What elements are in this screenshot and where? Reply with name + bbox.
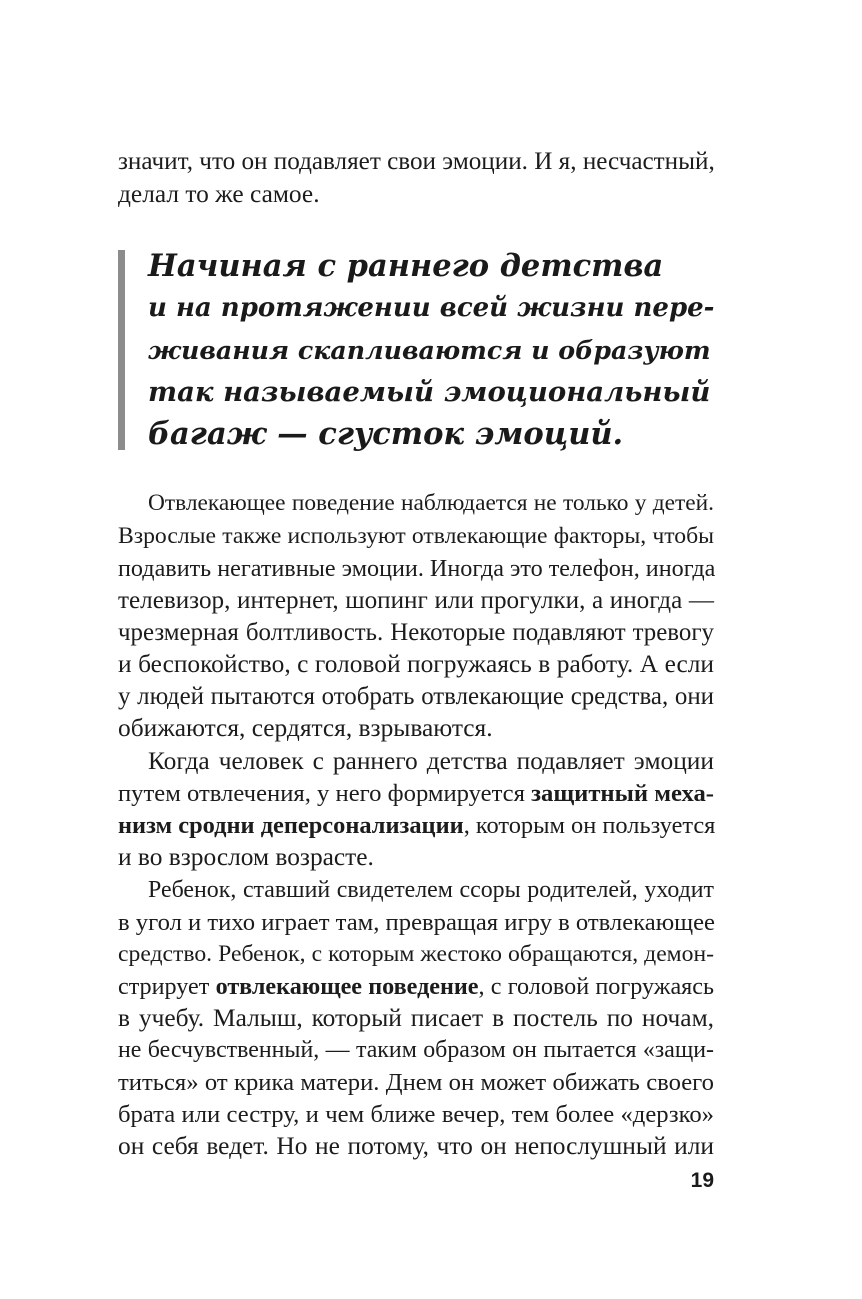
p1-line-6: и беспокойство, с головой погружаясь в работу. А если: [118, 650, 714, 678]
p3-line-1: Ребенок, ставший свидетелем ссоры родителей, уходит: [148, 877, 714, 903]
term-defense-mechanism-part2: низм сродни деперсонализации: [118, 812, 464, 839]
p2-line-4: и во взрослом возрасте.: [118, 843, 374, 871]
intro-line-2: делал то же самое.: [118, 180, 320, 208]
p3-line-4-text: стрирует: [118, 973, 216, 1000]
p1-line-8: обижаются, сердятся, взрываются.: [118, 714, 493, 742]
quote-line-4: так называемый эмоциональный: [148, 376, 711, 408]
p2-line-2-text: путем отвлечения, у него формируется: [118, 780, 532, 807]
p2-line-3-text: , которым он пользуется: [463, 812, 716, 839]
p1-line-7: у людей пытаются отобрать отвлекающие средства, они: [118, 683, 714, 710]
p3-line-4: [118, 970, 714, 1003]
quote-line-5: багаж — сгусток эмоций.: [148, 416, 624, 452]
p3-line-4-text-after: , с головой погружаясь: [478, 973, 714, 1000]
quote-bar: [118, 250, 125, 450]
p2-line-3: [118, 809, 714, 842]
quote-line-1: Начиная с раннего детства: [148, 248, 664, 284]
intro-line-1: значит, что он подавляет свои эмоции. И я, несчастный,: [118, 148, 715, 175]
quote-line-2: и на протяжении всей жизни пере-: [148, 293, 715, 323]
quote-line-3: живания скапливаются и образуют: [148, 335, 711, 365]
term-distracting-behavior: отвлекающее поведение: [215, 973, 479, 1000]
p3-line-3: средство. Ребенок, с которым жестоко обращаются, демон-: [118, 941, 714, 967]
p3-line-9: он себя ведет. Но не потому, что он непослушный или: [118, 1132, 714, 1160]
p1-line-3: подавить негативные эмоции. Иногда это телефон, иногда: [118, 555, 716, 582]
p2-line-2: [118, 777, 714, 810]
p3-line-2: в угол и тихо играет там, превращая игру в отвлекающее: [118, 909, 715, 936]
p3-line-8: брата или сестру, и чем ближе вечер, тем более «дерзко»: [118, 1101, 714, 1128]
p1-line-4: телевизор, интернет, шопинг или прогулки, а иногда —: [118, 587, 714, 614]
p3-line-7: титься» от крика матери. Днем он может обижать своего: [118, 1069, 714, 1096]
p3-line-6: не бесчувственный, — таким образом он пытается «защи-: [118, 1037, 714, 1063]
p1-line-5: чрезмерная болтливость. Некоторые подавляют тревогу: [118, 619, 714, 646]
p2-line-1: Когда человек с раннего детства подавляет эмоции: [148, 747, 714, 775]
p1-line-1: Отвлекающее поведение наблюдается не только у детей.: [148, 490, 714, 516]
p3-line-5: в учебу. Малыш, который писает в постель по ночам,: [118, 1004, 714, 1032]
page-number: 19: [690, 1169, 714, 1192]
p1-line-2: Взрослые также используют отвлекающие факторы, чтобы: [118, 523, 714, 549]
term-defense-mechanism-part1: защитный меха-: [531, 780, 714, 807]
